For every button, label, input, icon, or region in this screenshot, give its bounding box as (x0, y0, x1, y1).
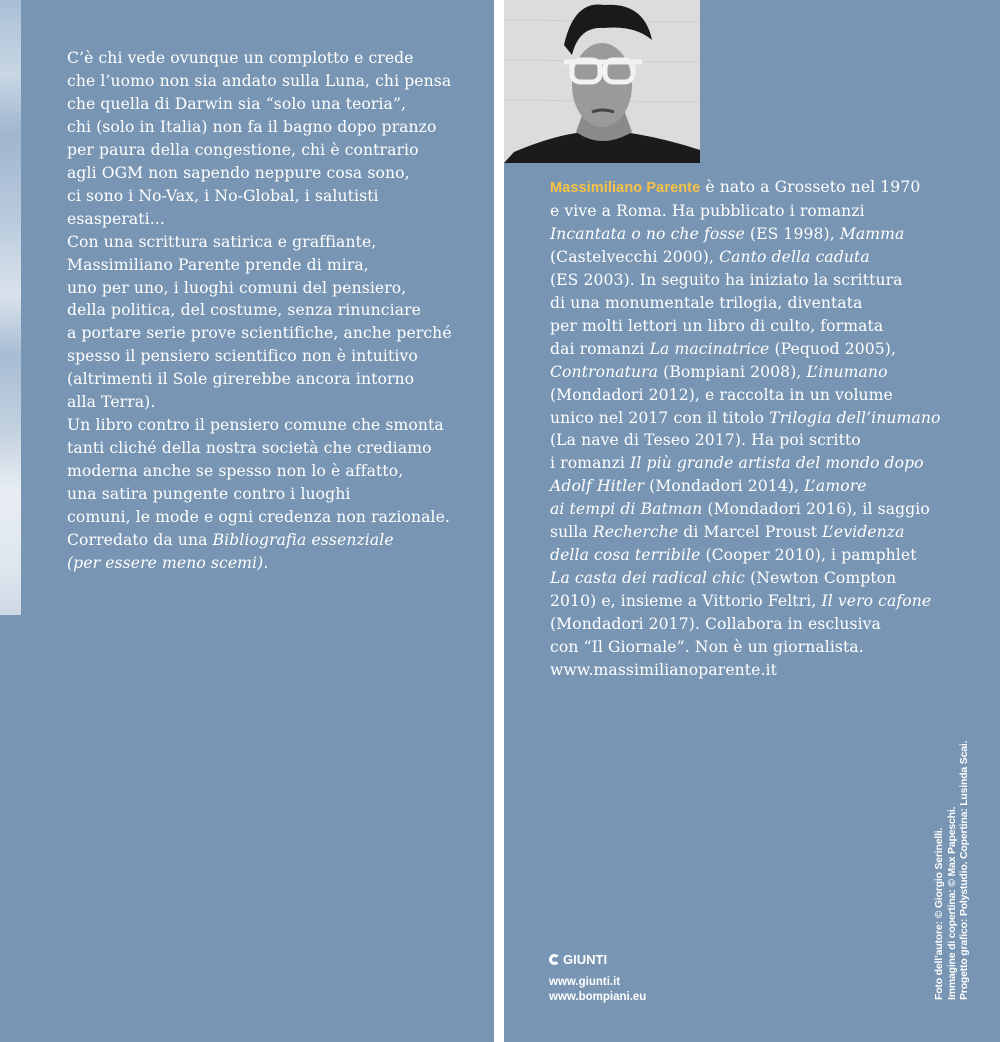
text-line (67, 185, 452, 208)
book-title: Incantata o no che fosse (550, 224, 745, 243)
text-line (67, 231, 452, 254)
text-segment: Corredato da una (67, 531, 213, 550)
text-segment: agli OGM non sapendo neppure cosa sono, (67, 163, 410, 182)
text-segment: a portare serie prove scientifiche, anche perché (67, 324, 452, 343)
book-title: Trilogia dell’inumano (769, 408, 941, 427)
text-line (550, 269, 940, 292)
text-segment: moderna anche se spesso non lo è affatto, (67, 462, 404, 481)
text-segment: . (263, 553, 269, 572)
text-line (67, 437, 452, 460)
text-segment: (Cooper 2010), i pamphlet (700, 546, 917, 565)
book-title: Recherche (592, 523, 679, 542)
credit-design: Progetto grafico: Polystudio. Copertina: Lusinda Scai. (958, 740, 970, 1000)
text-segment: (Mondadori 2016), il saggio (702, 500, 930, 519)
image-credits (933, 741, 971, 1000)
book-title: Mamma (839, 224, 905, 243)
text-segment: una satira pungente contro i luoghi (67, 485, 351, 504)
credit-cover-image: Immagine di copertina: © Max Papeschi. (945, 806, 958, 1000)
text-segment: sulla (550, 523, 593, 542)
text-segment: Un libro contro il pensiero comune che smonta (67, 416, 444, 435)
giunti-logo-icon (549, 954, 560, 965)
text-segment: della politica, del costume, senza rinunciare (67, 301, 422, 320)
text-segment: (Mondadori 2014), (644, 477, 805, 496)
author-name: Massimiliano Parente (550, 180, 701, 196)
text-line (67, 460, 452, 483)
text-segment: (Mondadori 2012), e raccolta in un volume (550, 385, 893, 404)
book-title: ai tempi di Batman (550, 500, 703, 519)
book-title: La casta dei radical chic (550, 569, 746, 588)
text-segment: (ES 2003). In seguito ha iniziato la scrittura (550, 270, 903, 289)
text-line (550, 223, 940, 246)
front-flap (0, 0, 494, 1042)
text-line (67, 552, 452, 575)
text-line (550, 659, 940, 682)
giunti-logo (549, 952, 646, 967)
text-segment: (Bompiani 2008), (658, 362, 807, 381)
text-segment: e vive a Roma. Ha pubblicato i romanzi (550, 201, 865, 220)
text-line (67, 162, 452, 185)
text-segment: (Castelvecchi 2000), (550, 247, 720, 266)
book-title: Contronatura (550, 362, 659, 381)
text-segment: chi (solo in Italia) non fa il bagno dopo pranzo (67, 117, 437, 136)
text-segment: di Marcel Proust (678, 523, 823, 542)
publisher-name: GIUNTI (563, 952, 608, 967)
text-line (550, 452, 940, 475)
text-segment: C’è chi vede ovunque un complotto e crede (67, 49, 414, 67)
text-segment: che l’uomo non sia andato sulla Luna, chi pensa (67, 71, 452, 90)
text-line (67, 414, 452, 437)
book-title: L’inumano (806, 362, 888, 381)
text-line (550, 475, 940, 498)
text-segment: Massimiliano Parente prende di mira, (67, 255, 369, 274)
book-title: L’evidenza (822, 523, 905, 542)
text-line (67, 93, 452, 116)
text-segment: per molti lettori un libro di culto, formata (550, 316, 884, 335)
bompiani-url: www.bompiani.eu (549, 991, 647, 1003)
text-line (67, 529, 452, 552)
text-segment: (Newton Compton (745, 569, 897, 588)
text-line (550, 384, 940, 407)
text-line (67, 345, 452, 368)
text-line (550, 338, 940, 361)
text-line (67, 299, 452, 322)
book-title: Il vero cafone (821, 592, 932, 611)
text-line (67, 116, 452, 139)
text-segment: (ES 1998), (744, 224, 840, 243)
text-segment: per paura della congestione, chi è contrario (67, 140, 419, 159)
text-line (67, 47, 452, 70)
text-segment: (La nave di Teseo 2017). Ha poi scritto (550, 431, 861, 450)
text-segment: di una monumentale trilogia, diventata (550, 293, 863, 312)
text-line (550, 176, 940, 200)
fold-gutter (494, 0, 504, 1042)
author-photo (504, 0, 700, 163)
text-line (67, 277, 452, 300)
text-line (550, 246, 940, 269)
text-line (550, 292, 940, 315)
book-title: La macinatrice (649, 339, 770, 358)
text-line (550, 498, 940, 521)
author-bio (550, 176, 940, 682)
text-segment: tanti cliché della nostra società che crediamo (67, 439, 432, 458)
text-segment: che quella di Darwin sia “solo una teoria”, (67, 94, 407, 113)
blurb-text (67, 47, 452, 575)
text-line (67, 322, 452, 345)
book-title: L’amore (804, 477, 867, 496)
text-segment: spesso il pensiero scientifico non è intuitivo (67, 347, 418, 366)
text-segment: (Mondadori 2017). Collabora in esclusiva (550, 615, 881, 634)
text-segment: dai romanzi (550, 339, 650, 358)
text-segment: 2010) e, insieme a Vittorio Feltri, (550, 592, 822, 611)
book-title: Canto della caduta (719, 247, 870, 266)
book-title: della cosa terribile (550, 546, 701, 565)
text-line (67, 139, 452, 162)
author-portrait-icon (504, 0, 700, 163)
text-segment: i romanzi (550, 454, 631, 473)
text-line (550, 429, 940, 452)
text-segment: Con una scrittura satirica e graffiante, (67, 232, 377, 251)
giunti-url: www.giunti.it (549, 976, 621, 988)
text-segment: (Pequod 2005), (769, 339, 897, 358)
text-line (550, 613, 940, 636)
text-line (67, 368, 452, 391)
text-line (550, 521, 940, 544)
text-line (67, 391, 452, 414)
publisher-block (549, 952, 646, 1005)
text-line (67, 483, 452, 506)
book-title: (per essere meno scemi) (67, 553, 264, 572)
text-segment: alla Terra). (67, 393, 156, 412)
text-line (550, 407, 940, 430)
text-segment: unico nel 2017 con il titolo (550, 408, 770, 427)
text-line (67, 208, 452, 231)
text-line (67, 506, 452, 529)
book-title: Bibliografia essenziale (212, 531, 394, 550)
text-line (550, 315, 940, 338)
text-line (550, 544, 940, 567)
text-segment: è nato a Grosseto nel 1970 (700, 178, 921, 196)
text-segment: ci sono i No-Vax, i No-Global, i salutisti (67, 186, 379, 205)
text-segment: comuni, le mode e ogni credenza non razionale. (67, 508, 450, 527)
text-line (67, 70, 452, 93)
text-segment: esasperati... (67, 209, 165, 228)
text-segment: con “Il Giornale”. Non è un giornalista. (550, 638, 864, 657)
text-line (550, 200, 940, 223)
text-segment: www.massimilianoparente.it (550, 661, 778, 680)
text-line (550, 567, 940, 590)
text-line (550, 590, 940, 613)
cover-sky-image-edge (0, 0, 21, 615)
text-line (67, 254, 452, 277)
book-title: Adolf Hitler (550, 477, 645, 496)
text-segment: uno per uno, i luoghi comuni del pensiero, (67, 278, 407, 297)
book-title: Il più grande artista del mondo dopo (630, 454, 924, 473)
credit-photo: Foto dell’autore: © Giorgio Serinelli. (933, 827, 945, 1000)
text-line (550, 636, 940, 659)
text-line (550, 361, 940, 384)
text-segment: (altrimenti il Sole girerebbe ancora intorno (67, 370, 415, 389)
